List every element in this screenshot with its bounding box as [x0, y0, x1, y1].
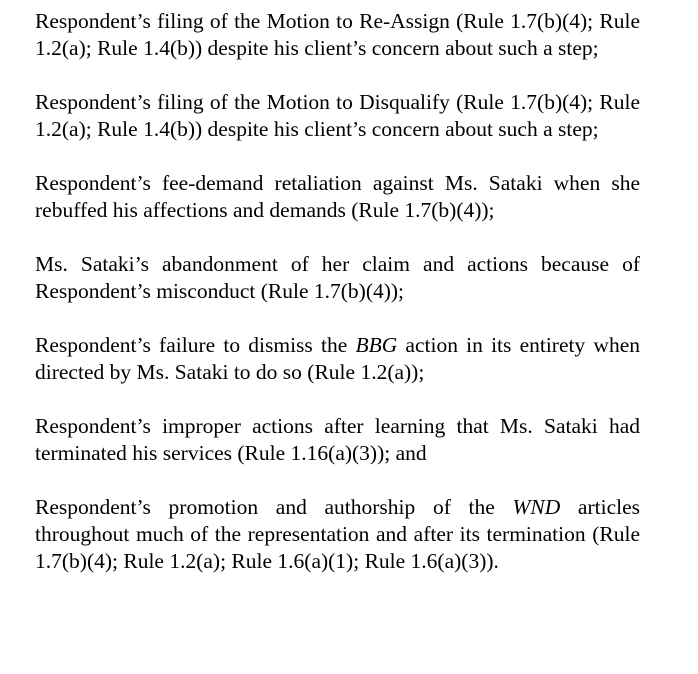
paragraph-motion-reassign	[35, 8, 640, 62]
paragraph-improper-actions	[35, 413, 640, 467]
paragraph-failure-to-dismiss	[35, 332, 640, 386]
paragraph-fee-demand-retaliation	[35, 170, 640, 224]
document-page	[35, 8, 640, 602]
publication-name-italic: WND	[512, 495, 561, 519]
paragraph-text: Ms. Sataki’s abandonment of her claim and actions because of Respondent’s misconduct (Rule 1.7(b)(4));	[35, 252, 640, 303]
paragraph-claim-abandonment	[35, 251, 640, 305]
paragraph-text: Respondent’s promotion and authorship of the	[35, 495, 513, 519]
paragraph-text: action in its entirety when directed by Ms. Sataki to do so (Rule 1.2(a));	[35, 333, 640, 384]
paragraph-text: Respondent’s fee-demand retaliation against Ms. Sataki when she rebuffed his affections and demands (Rule 1.7(b)(4));	[35, 171, 640, 222]
paragraph-text: articles throughout much of the representation and after its termination (Rule 1.7(b)(4); Rule 1.2(a); Rule 1.6(a)(1); Rule 1.6(a)(3)).	[35, 495, 640, 573]
paragraph-text: Respondent’s failure to dismiss the	[35, 333, 356, 357]
paragraph-wnd-articles	[35, 494, 640, 575]
paragraph-text: Respondent’s filing of the Motion to Disqualify (Rule 1.7(b)(4); Rule 1.2(a); Rule 1.4(b)) despite his client’s concern about such a step;	[35, 90, 640, 141]
case-name-italic: BBG	[355, 333, 398, 357]
paragraph-motion-disqualify	[35, 89, 640, 143]
paragraph-text: Respondent’s improper actions after learning that Ms. Sataki had terminated his services (Rule 1.16(a)(3)); and	[35, 414, 640, 465]
paragraph-text: Respondent’s filing of the Motion to Re-Assign (Rule 1.7(b)(4); Rule 1.2(a); Rule 1.4(b)) despite his client’s concern about such a step;	[35, 9, 640, 60]
